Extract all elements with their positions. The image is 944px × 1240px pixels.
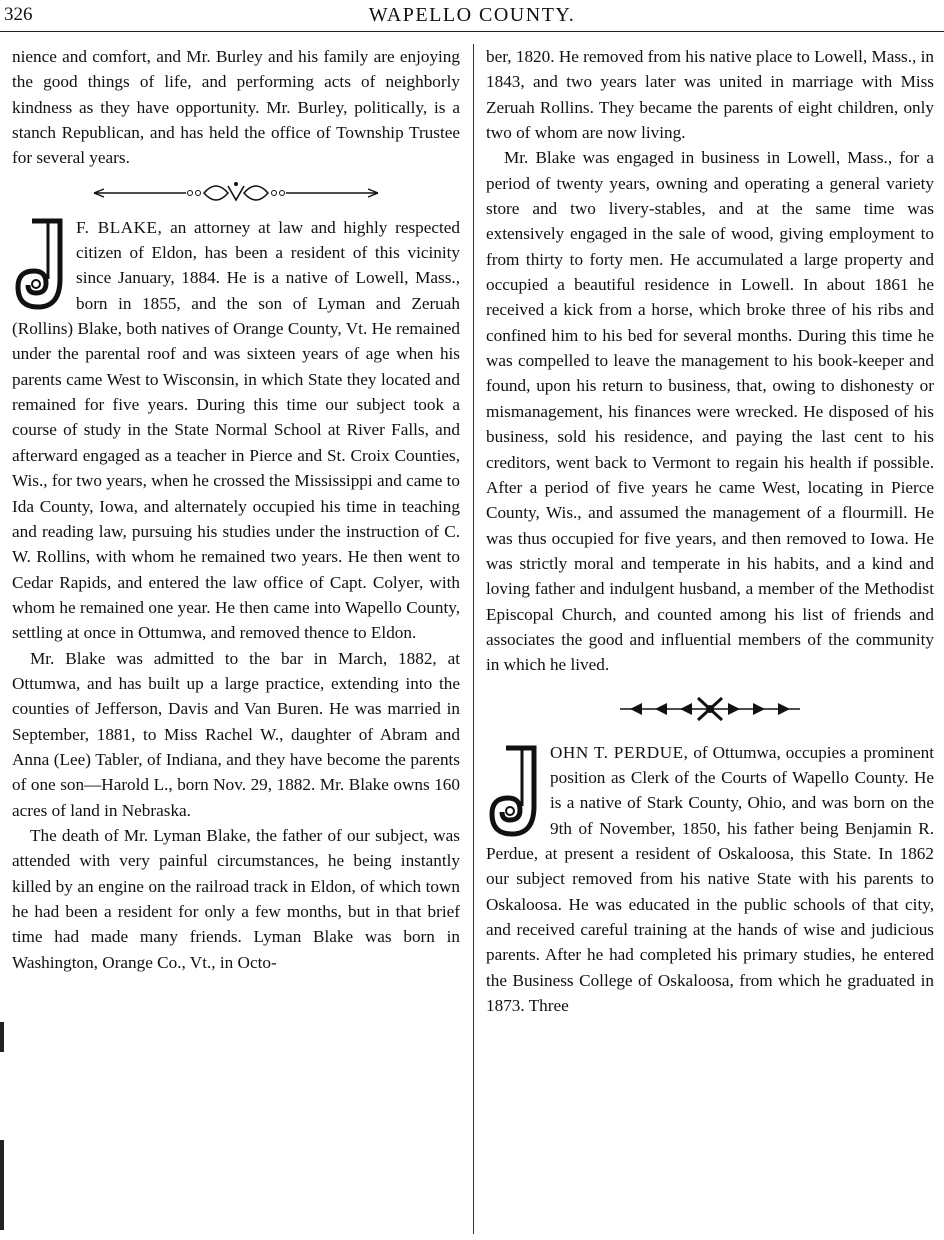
- right-column: [486, 44, 934, 1018]
- drop-cap-j-icon: [486, 744, 542, 840]
- leaf-ornament-icon: [610, 694, 810, 724]
- paragraph-text: an attorney at law and highly respected citizen of Eldon, has been a resident of this vicinity since January, 1884. He is a native of Lowell, Mass., born in 1855, and the son of Lyman and Zeruah (Rollins) Blake, both natives of Orange County, Vt. He remained under the parental roof and was sixteen years of age when his parents came West to Wisconsin, in which State they located and remained for five years. During this time our subject took a course of study in the State Normal School at River Falls, and afterward engaged as a teacher in Pierce and St. Croix Counties, Wis., for two years, when he crossed the Mississippi and came to Ida County, Iowa, and alternately occupied his time in teaching and reading law, pursuing his studies under the instruction of C. W. Rollins, with whom he remained two years. He then went to Cedar Rapids, and entered the law office of Capt. Colyer, with whom he remained one year. He then came into Wapello County, settling at once in Ottumwa, and removed thence to Eldon.: [12, 217, 461, 643]
- page-header: [0, 0, 944, 30]
- column-divider: [473, 44, 474, 1234]
- margin-mark: [0, 1022, 4, 1052]
- paragraph: nience and comfort, and Mr. Burley and his family are enjoying the good things of life, and performing acts of neighborly kindness as they have opportunity. Mr. Burley, politically, is a stanch Republican, and has held the office of Township Trustee for several years.: [12, 47, 460, 168]
- subject-name: F. BLAKE,: [76, 217, 163, 237]
- left-column: [12, 44, 460, 975]
- section-ornament: [486, 678, 934, 740]
- scroll-ornament-icon: [86, 178, 386, 208]
- paragraph: Mr. Blake was admitted to the bar in March, 1882, at Ottumwa, and has built up a large practice, extending into the counties of Jefferson, Davis and Van Buren. He was married in September, 1881, to Miss Rachel W., daughter of Abram and Anna (Lee) Tabler, of Indiana, and they have become the parents of one son—Harold L., born Nov. 29, 1882. Mr. Blake owns 160 acres of land in Nebraska.: [12, 648, 460, 820]
- section-ornament: [12, 171, 460, 215]
- biography-paragraph: [12, 215, 460, 646]
- running-head: WAPELLO COUNTY.: [368, 4, 576, 26]
- page-number: 326: [4, 4, 33, 25]
- paragraph: ber, 1820. He removed from his native place to Lowell, Mass., in 1843, and two years later was united in marriage with Miss Zeruah Rollins. They became the parents of eight children, only two of whom are now living.: [486, 47, 934, 143]
- paragraph: The death of Mr. Lyman Blake, the father of our subject, was attended with very painful circumstances, he being instantly killed by an engine on the railroad track in Eldon, of which town he had been a resident for only a few months, but in that brief time had made many friends. Lyman Blake was born in Washington, Orange Co., Vt., in Octo-: [12, 825, 460, 972]
- biography-paragraph: [486, 740, 934, 1019]
- paragraph: Mr. Blake was engaged in business in Lowell, Mass., for a period of twenty years, owning and operating a general variety store and two livery-stables, and at the same time was extensively engaged in the sale of wood, giving employment to from thirty to forty men. He accumulated a large property and occupied a beautiful residence in Lowell. In about 1861 he received a kick from a horse, which broke three of his ribs and confined him to his bed for several months. During this time he was compelled to leave the management to his book-keeper and found, upon his return to business, that, owing to dishonesty or mismanagement, his finances were wrecked. He disposed of his business, sold his residence, and paying the last cent to his creditors, went back to Vermont to regain his health if possible. After a period of five years he came West, locating in Pierce County, Wis., and assumed the management of a flourmill. He was thus occupied for five years, and then removed to Iowa. He was strictly moral and temperate in his habits, and a kind and loving father and indulgent husband, a member of the Methodist Episcopal Church, and counted among his list of friends and associates the good and influential members of the community in which he lived.: [486, 148, 934, 675]
- margin-mark: [0, 1140, 4, 1230]
- paragraph-text: of Ottumwa, occupies a prominent position as Clerk of the Courts of Wapello County. He is a native of Stark County, Ohio, and was born on the 9th of November, 1850, his father being Benjamin R. Perdue, at present a resident of Oskaloosa, this State. In 1862 our subject removed from his native State with his parents to Oskaloosa. He was educated in the public schools of that city, and received careful training at the hands of wise and judicious parents. After he had completed his primary studies, he entered the Business College of Oskaloosa, from which he graduated in 1873. Three: [486, 742, 934, 1016]
- header-rule: [0, 31, 944, 32]
- drop-cap-j-icon: [12, 217, 68, 313]
- subject-name: OHN T. PERDUE,: [550, 742, 689, 762]
